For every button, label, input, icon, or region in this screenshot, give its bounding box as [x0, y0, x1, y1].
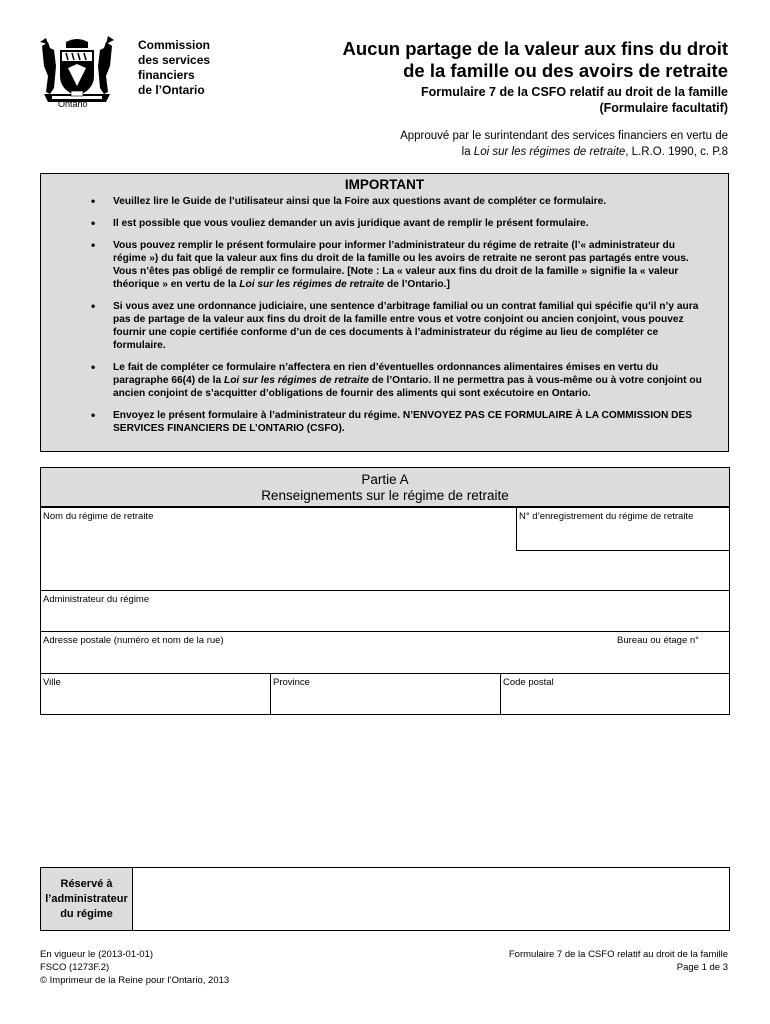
- important-item: • Si vous avez une ordonnance judiciaire, une sentence d’arbitrage familial ou un contrat familial qui spécifie qu’il n’y aura pas de partage de la valeur aux fins du droit de la famille entre vous et votre conjoint ou ancien conjoint, vous pouvez fournir une copie certifiée conforme d’un de ces documents à l’administrateur du régime au lieu de compléter ce formulaire.: [113, 300, 708, 352]
- important-list: [41, 195, 708, 444]
- approval-line: Approuvé par le surintendant des services financiers en vertu de: [400, 130, 728, 142]
- approval-statement: [298, 128, 728, 160]
- act-title: Loi sur les régimes de retraite: [473, 146, 626, 158]
- approval-prefix: la: [461, 146, 474, 158]
- copyright: © Imprimeur de la Reine pour l’Ontario, 2013: [40, 975, 230, 986]
- important-item: • Il est possible que vous vouliez demander un avis juridique avant de remplir le présent formulaire.: [113, 217, 708, 230]
- agency-name-line: financiers: [138, 68, 195, 82]
- mailing-address-field[interactable]: [40, 631, 730, 674]
- agency-name-line: de l’Ontario: [138, 83, 205, 97]
- reserved-for-administrator-field[interactable]: [132, 867, 730, 931]
- important-item: • Veuillez lire le Guide de l’utilisateur ainsi que la Foire aux questions avant de compléter ce formulaire.: [113, 195, 708, 208]
- important-title: IMPORTANT: [344, 177, 425, 192]
- important-item: [113, 239, 708, 291]
- footer-form-title: Formulaire 7 de la CSFO relatif au droit de la famille: [508, 949, 728, 960]
- agency-name-line: Commission: [138, 38, 211, 52]
- act-title: Loi sur les régimes de retraite: [223, 375, 369, 386]
- suite-floor-label: Bureau ou étage n°: [617, 635, 699, 646]
- partie-a-title: Partie A: [361, 472, 409, 487]
- ontario-label: Ontario: [58, 99, 88, 109]
- item-text: Vous pouvez remplir le présent formulaire pour informer l’administrateur du régime de retraite (l’« administrateur du régime ») du fait que la valeur aux fins du droit de la famille ou les avoirs de retraite ne seront pas partagés entre vous. Vous n’êtes pas obligé de remplir ce formulaire. [Note : La « valeur aux fins du droit de la famille » signifie la « valeur théorique » en vertu de la: [113, 240, 689, 290]
- province-field[interactable]: [270, 673, 501, 715]
- partie-a-header: [40, 467, 730, 507]
- form-title-block: [298, 38, 728, 116]
- mailing-address-label: Adresse postale (numéro et nom de la rue): [43, 635, 224, 646]
- partie-a-subtitle: Renseignements sur le régime de retraite: [261, 488, 509, 503]
- item-text: Le fait de compléter ce formulaire n’affectera en rien d’éventuelles ordonnances alimentaires émises en vertu du paragraphe 66(4) de la: [113, 362, 659, 386]
- approval-suffix: , L.R.O. 1990, c. P.8: [625, 146, 728, 158]
- important-item: • Envoyez le présent formulaire à l’administrateur du régime. N’ENVOYEZ PAS CE FORMULAIRE À LA COMMISSION DES SERVICES FINANCIERS DE L’ONTARIO (CSFO).: [113, 409, 708, 435]
- reserved-line: Réservé à: [60, 878, 113, 890]
- act-title: Loi sur les régimes de retraite: [239, 279, 385, 290]
- item-text: de l’Ontario. Il ne permettra pas à vous-même ou à votre conjoint ou ancien conjoint de s’acquitter d’obligations de fournir des aliments qui sont exécutoire en Ontario.: [113, 375, 702, 399]
- registration-number-field[interactable]: [516, 507, 730, 551]
- administrator-field[interactable]: [40, 590, 730, 632]
- administrator-label: Administrateur du régime: [43, 594, 150, 605]
- form-title-line: Aucun partage de la valeur aux fins du droit: [342, 38, 728, 59]
- registration-number-label: N° d’enregistrement du régime de retraite: [519, 511, 694, 522]
- form-subtitle-line: Formulaire 7 de la CSFO relatif au droit de la famille: [420, 85, 728, 99]
- approval-line: [298, 144, 728, 160]
- province-label: Province: [273, 677, 310, 688]
- reserved-line: du régime: [60, 908, 113, 920]
- item-text: de l’Ontario.]: [384, 279, 450, 290]
- footer-right: [509, 948, 728, 974]
- footer-left: [40, 948, 229, 987]
- city-field[interactable]: [40, 673, 271, 715]
- form-title-line: de la famille ou des avoirs de retraite: [403, 60, 728, 81]
- important-item: [113, 361, 708, 400]
- postal-code-label: Code postal: [503, 677, 554, 688]
- important-notice-box: [40, 173, 729, 452]
- agency-name: [138, 38, 210, 98]
- reserved-for-administrator-label: [40, 867, 133, 931]
- reserved-line: l’administrateur: [45, 893, 128, 905]
- page-number: Page 1 de 3: [676, 962, 728, 973]
- form-code: FSCO (1273F.2): [40, 962, 110, 973]
- agency-name-line: des services: [138, 53, 211, 67]
- ontario-coat-of-arms-logo: [38, 36, 116, 108]
- plan-name-label: Nom du régime de retraite: [43, 511, 154, 522]
- city-label: Ville: [43, 677, 61, 688]
- form-subtitle-line: (Formulaire facultatif): [599, 101, 728, 115]
- postal-code-field[interactable]: [500, 673, 730, 715]
- effective-date: En vigueur le (2013-01-01): [40, 949, 154, 960]
